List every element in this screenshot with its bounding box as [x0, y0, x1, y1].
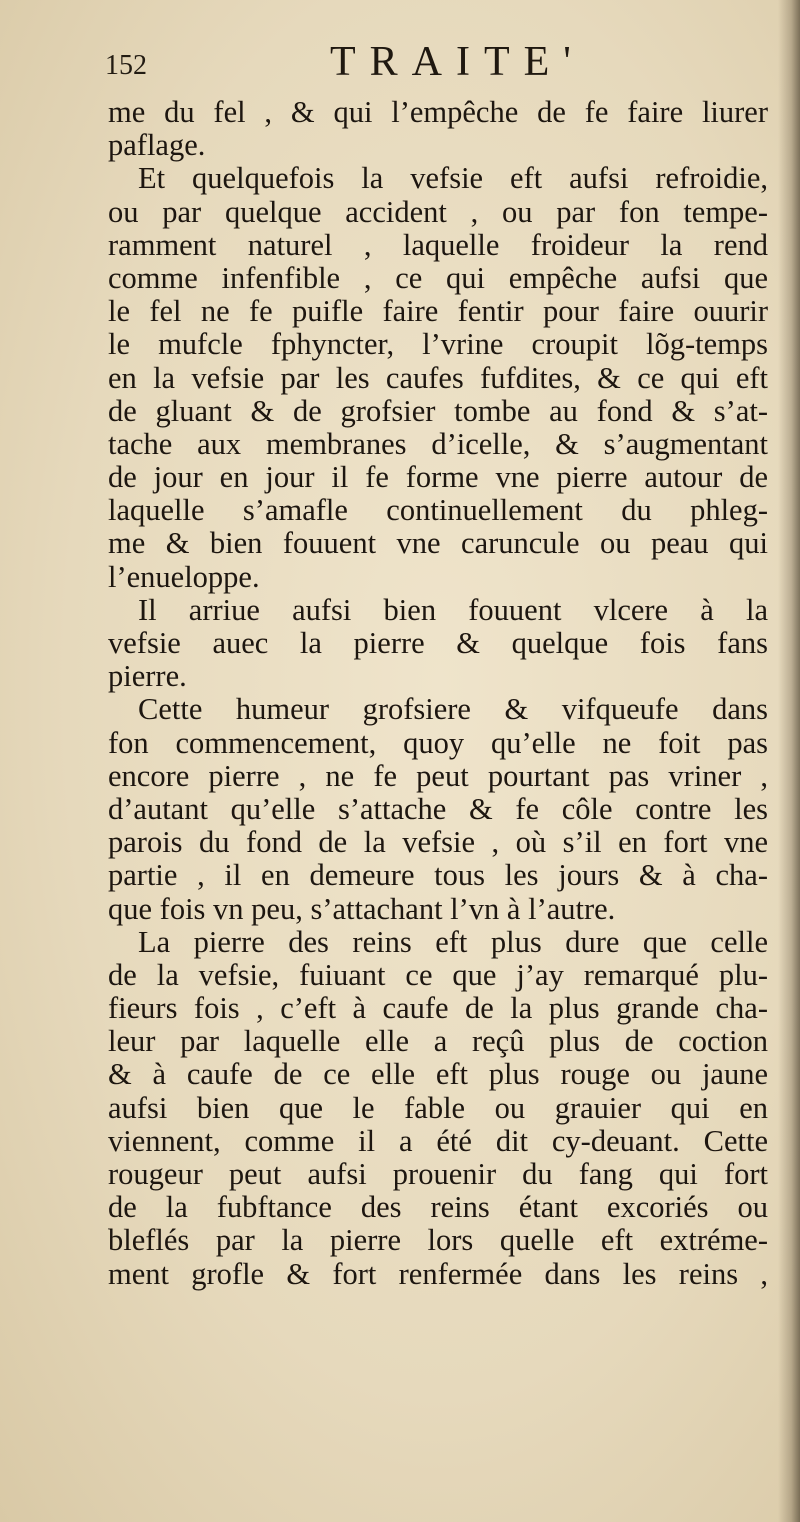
- text-line: aufsi bien que le fable ou grauier qui en: [108, 1090, 768, 1125]
- text-line: rougeur peut aufsi prouenir du fang qui fort: [108, 1157, 768, 1191]
- text-line: de la vefsie, fuiuant ce que j’ay remarqué plu-: [108, 957, 768, 992]
- text-line: bleflés par la pierre lors quelle eft extréme-: [108, 1223, 768, 1258]
- text-line: paflage.: [108, 128, 206, 163]
- text-line: d’autant qu’elle s’attache & fe côle contre les: [108, 791, 768, 826]
- text-line: Cette humeur grofsiere & vifqueufe dans: [138, 692, 768, 727]
- body-text: [108, 96, 768, 1291]
- text-line: Et quelquefois la vefsie eft aufsi refroidie,: [138, 161, 768, 196]
- text-line: le mufcle fphyncter, l’vrine croupit lõg-temps: [108, 327, 768, 362]
- text-line: me du fel , & qui l’empêche de fe faire liurer: [108, 95, 768, 129]
- text-line: La pierre des reins eft plus dure que celle: [138, 924, 768, 959]
- text-line: de la fubftance des reins étant excoriés ou: [108, 1190, 768, 1225]
- text-line: viennent, comme il a été dit cy-deuant. Cette: [108, 1123, 768, 1158]
- text-line: tache aux membranes d’icelle, & s’augmentant: [108, 426, 768, 461]
- text-line: de jour en jour il fe forme vne pierre autour de: [108, 460, 768, 495]
- page-header: [0, 38, 800, 98]
- text-line: l’enueloppe.: [108, 559, 260, 594]
- text-line: ment grofle & fort renfermée dans les reins ,: [108, 1256, 768, 1291]
- text-line: comme infenfible , ce qui empêche aufsi que: [108, 260, 768, 295]
- text-line: vefsie auec la pierre & quelque fois fans: [108, 626, 768, 660]
- text-line: en la vefsie par les caufes fufdites, & ce qui eft: [108, 360, 768, 395]
- text-line: Il arriue aufsi bien fouuent vlcere à la: [138, 592, 768, 627]
- text-line: encore pierre , ne fe peut pourtant pas vriner ,: [108, 758, 768, 793]
- text-line: pierre.: [108, 659, 187, 694]
- text-line: & à caufe de ce elle eft plus rouge ou jaune: [108, 1057, 768, 1092]
- text-line: partie , il en demeure tous les jours & à cha-: [108, 858, 768, 893]
- text-line: ramment naturel , laquelle froideur la rend: [108, 227, 768, 262]
- text-line: me & bien fouuent vne caruncule ou peau qui: [108, 526, 768, 561]
- text-line: fieurs fois , c’eft à caufe de la plus grande cha-: [108, 991, 768, 1026]
- text-line: ou par quelque accident , ou par fon tempe-: [108, 194, 768, 229]
- text-line: leur par laquelle elle a reçû plus de coction: [108, 1024, 768, 1059]
- running-title: TRAITE': [330, 39, 585, 85]
- text-line: parois du fond de la vefsie , où s’il en fort vne: [108, 825, 768, 860]
- page-edge-shadow: [778, 0, 800, 1522]
- text-line: fon commencement, quoy qu’elle ne foit pas: [108, 725, 768, 760]
- text-line: laquelle s’amafle continuellement du phleg-: [108, 493, 768, 528]
- text-line: le fel ne fe puifle faire fentir pour faire ouurir: [108, 294, 768, 329]
- text-line: que fois vn peu, s’attachant l’vn à l’autre.: [108, 891, 616, 926]
- page-number: 152: [105, 50, 147, 81]
- text-line: de gluant & de grofsier tombe au fond & s’at-: [108, 393, 768, 428]
